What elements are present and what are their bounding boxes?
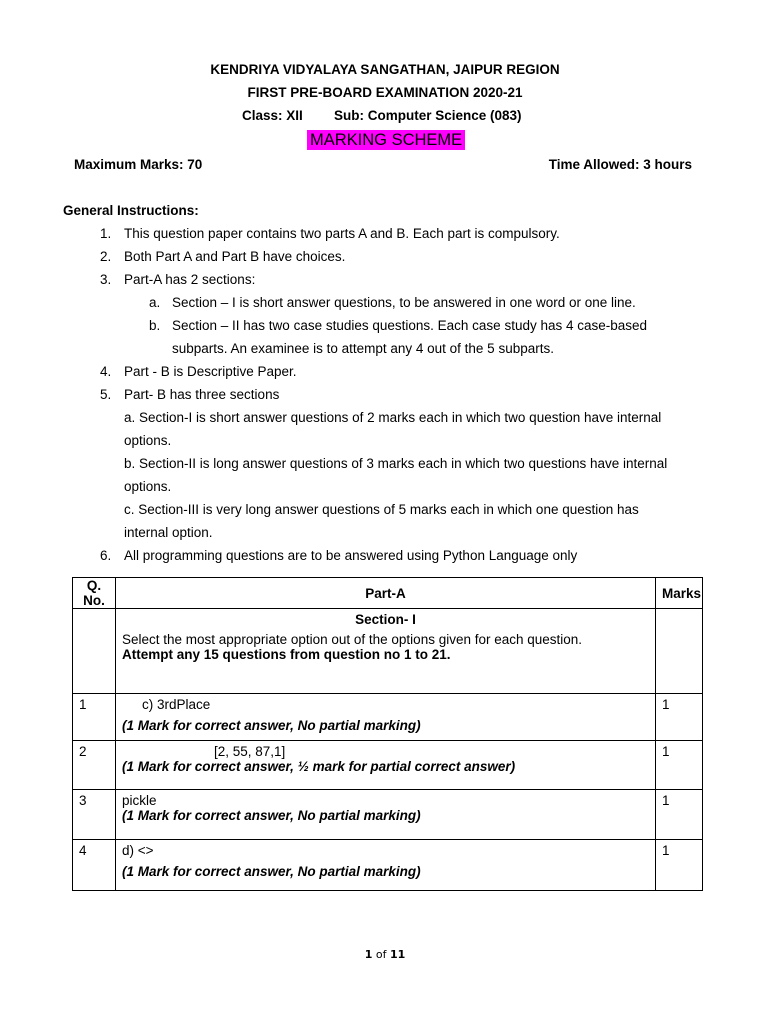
instructions-title: General Instructions: <box>63 203 199 218</box>
org-title: KENDRIYA VIDYALAYA SANGATHAN, JAIPUR REGION <box>210 62 560 77</box>
subject-label: Sub: Computer Science (083) <box>334 108 522 123</box>
instruction-text: Part-A has 2 sections: <box>124 272 256 287</box>
section-qno-cell <box>73 609 116 694</box>
page-of: of <box>375 948 387 961</box>
marking-note: (1 Mark for correct answer, ½ mark for partial correct answer) <box>122 759 516 774</box>
instruction-text: Part- B has three sections <box>124 387 280 402</box>
section-cell <box>116 609 656 694</box>
instruction-num: 3. <box>100 272 112 287</box>
table-row <box>73 790 703 840</box>
section-row <box>73 609 703 694</box>
instruction-num: 5. <box>100 387 112 402</box>
instruction-text: internal option. <box>124 525 213 540</box>
instruction-text: c. Section-III is very long answer questions of 5 marks each in which one question has <box>124 502 639 517</box>
section-title: Section- I <box>355 612 416 627</box>
max-marks: Maximum Marks: 70 <box>74 157 203 172</box>
instruction-text: Section – I is short answer questions, to be answered in one word or one line. <box>172 295 636 310</box>
instruction-text: subparts. An examinee is to attempt any 4 out of the 5 subparts. <box>172 341 554 356</box>
instruction-text: options. <box>124 433 172 448</box>
marks-cell: 1 <box>656 694 703 741</box>
answer-text: [2, 55, 87,1] <box>214 744 286 759</box>
answer-text: d) <> <box>122 843 154 858</box>
marking-note: (1 Mark for correct answer, No partial marking) <box>122 864 421 879</box>
instruction-num: 6. <box>100 548 112 563</box>
page-number <box>0 948 770 961</box>
marks-cell: 1 <box>656 790 703 840</box>
answer-cell <box>116 840 656 891</box>
instruction-text: options. <box>124 479 172 494</box>
instruction-text: This question paper contains two parts A and B. Each part is compulsory. <box>124 226 560 241</box>
time-allowed: Time Allowed: 3 hours <box>548 157 692 172</box>
marking-note: (1 Mark for correct answer, No partial marking) <box>122 808 421 823</box>
header-qno: Q. No. <box>73 578 116 609</box>
qno-cell: 3 <box>73 790 116 840</box>
section-intro-bold: Attempt any 15 questions from question no 1 to 21. <box>122 647 451 662</box>
section-intro: Select the most appropriate option out of the options given for each question. <box>122 632 583 647</box>
class-label: Class: XII <box>242 108 303 123</box>
header-marks: Marks <box>656 578 703 609</box>
marks-cell: 1 <box>656 741 703 790</box>
instruction-text: Part - B is Descriptive Paper. <box>124 364 297 379</box>
header-part: Part-A <box>116 578 656 609</box>
marking-table <box>72 577 703 891</box>
instruction-text: All programming questions are to be answered using Python Language only <box>124 548 578 563</box>
instruction-num: 2. <box>100 249 112 264</box>
instruction-num: 4. <box>100 364 112 379</box>
exam-title: FIRST PRE-BOARD EXAMINATION 2020-21 <box>247 85 523 100</box>
answer-text: pickle <box>122 793 157 808</box>
marks-cell: 1 <box>656 840 703 891</box>
marking-note: (1 Mark for correct answer, No partial marking) <box>122 718 421 733</box>
section-marks-cell <box>656 609 703 694</box>
instruction-num: 1. <box>100 226 112 241</box>
instruction-text: b. Section-II is long answer questions of 3 marks each in which two questions have internal <box>124 456 668 471</box>
table-row <box>73 741 703 790</box>
instruction-text: a. Section-I is short answer questions of 2 marks each in which two question have internal <box>124 410 662 425</box>
instruction-num: a. <box>149 295 161 310</box>
answer-text: c) 3rdPlace <box>142 697 211 712</box>
instruction-text: Both Part A and Part B have choices. <box>124 249 346 264</box>
instruction-num: b. <box>149 318 161 333</box>
instruction-text: Section – II has two case studies questions. Each case study has 4 case-based <box>172 318 648 333</box>
page-total: 11 <box>389 948 406 961</box>
answer-cell <box>116 790 656 840</box>
answer-cell <box>116 694 656 741</box>
qno-cell: 4 <box>73 840 116 891</box>
table-header-row <box>73 578 703 609</box>
page-current: 1 <box>364 948 373 961</box>
table-row <box>73 694 703 741</box>
qno-cell: 1 <box>73 694 116 741</box>
table-row <box>73 840 703 891</box>
marking-scheme-text: MARKING SCHEME <box>307 130 465 150</box>
qno-cell: 2 <box>73 741 116 790</box>
answer-cell <box>116 741 656 790</box>
marking-scheme-banner <box>307 130 465 150</box>
